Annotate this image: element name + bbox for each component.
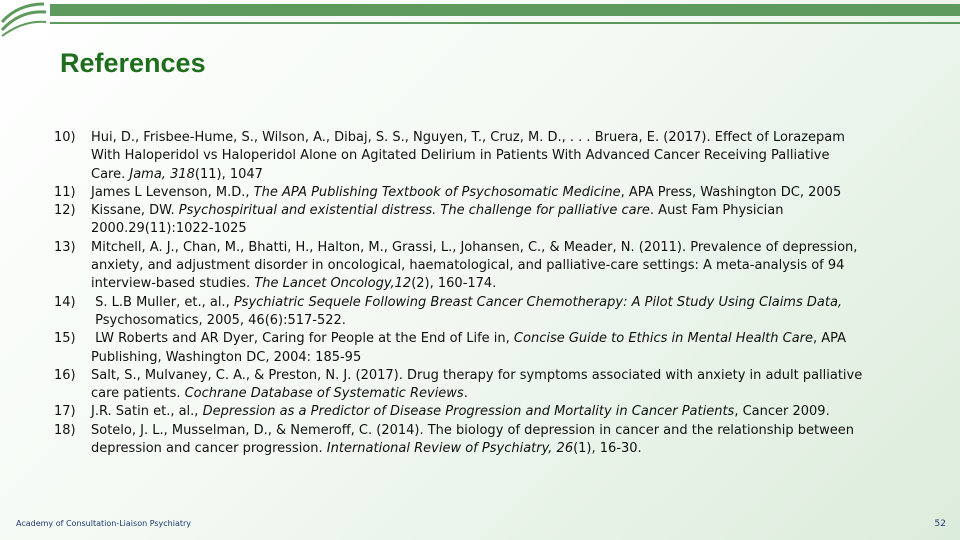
reference-italic-text: The Lancet Oncology,12	[254, 276, 412, 292]
slide-title: References	[60, 48, 206, 78]
reference-line	[91, 403, 934, 421]
reference-line	[91, 349, 934, 367]
reference-text: Kissane, DW.	[91, 203, 179, 219]
reference-item	[54, 422, 934, 459]
header-rule	[50, 22, 960, 24]
reference-number: 13)	[54, 239, 76, 255]
reference-item	[54, 367, 934, 404]
reference-text: Salt, S., Mulvaney, C. A., & Preston, N. J. (2017). Drug therapy for symptoms associated with anxiety in adult palliative	[91, 367, 863, 383]
reference-text: (1), 16-30.	[573, 441, 642, 457]
reference-number: 15)	[54, 331, 76, 347]
reference-text: Care.	[91, 166, 130, 182]
reference-italic-text: Concise Guide to Ethics in Mental Health Care	[513, 331, 814, 347]
reference-italic-text: Depression as a Predictor of Disease Progression and Mortality in Cancer Patients	[202, 404, 735, 420]
reference-line	[91, 220, 934, 238]
reference-text: depression and cancer progression.	[91, 441, 327, 457]
reference-line	[91, 294, 934, 312]
reference-item	[54, 129, 934, 184]
reference-number: 10)	[54, 130, 76, 145]
academy-logo-icon	[0, 0, 48, 38]
reference-item	[54, 184, 934, 202]
reference-text: , APA	[813, 331, 847, 347]
reference-italic-text: The APA Publishing Textbook of Psychosomatic Medicine	[253, 184, 621, 200]
reference-line	[91, 202, 934, 220]
reference-list	[54, 129, 934, 458]
reference-italic-text: International Review of Psychiatry, 26	[326, 441, 574, 457]
reference-line	[91, 440, 934, 458]
reference-text: Sotelo, J. L., Musselman, D., & Nemeroff, C. (2014). The biology of depression in cancer and the relationship between	[91, 422, 854, 438]
reference-line	[91, 422, 934, 440]
reference-text: anxiety, and adjustment disorder in oncological, haematological, and palliative-care settings: A meta-analysis of 94	[91, 258, 845, 274]
reference-text: (11), 1047	[194, 166, 263, 182]
reference-text: James L Levenson, M.D.,	[91, 184, 254, 200]
reference-text: interview-based studies.	[91, 276, 255, 292]
reference-text: 2000.29(11):1022-1025	[91, 221, 247, 237]
reference-text: . Aust Fam Physician	[649, 203, 784, 219]
reference-text: , Cancer 2009.	[734, 404, 830, 420]
reference-item	[54, 330, 934, 367]
reference-text: LW Roberts and AR Dyer, Caring for People at the End of Life in,	[91, 331, 514, 347]
reference-line	[91, 385, 934, 403]
reference-text: (2), 160-174.	[411, 276, 497, 292]
page-number: 52	[934, 519, 946, 529]
reference-italic-text: Psychiatric Sequele Following Breast Cancer Chemotherapy: A Pilot Study Using Claims Data,	[233, 294, 843, 310]
reference-number: 12)	[54, 203, 76, 219]
reference-line	[91, 312, 934, 330]
footer-organization: Academy of Consultation-Liaison Psychiatry	[16, 519, 192, 528]
reference-number: 14)	[54, 294, 76, 310]
reference-number: 11)	[54, 184, 76, 200]
reference-item	[54, 202, 934, 239]
reference-text: J.R. Satin et., al.,	[91, 404, 203, 420]
reference-italic-text: Cochrane Database of Systematic Reviews	[184, 386, 464, 402]
reference-text: care patients.	[91, 386, 185, 402]
reference-italic-text: Psychospiritual and existential distress. The challenge for palliative care	[178, 203, 650, 219]
reference-text: With Haloperidol vs Haloperidol Alone on Agitated Delirium in Patients With Advanced Cancer Receiving Palliative	[91, 148, 830, 164]
reference-line	[91, 330, 934, 348]
reference-line	[91, 147, 934, 165]
reference-number: 17)	[54, 404, 76, 420]
reference-line	[91, 275, 934, 293]
reference-text: Hui, D., Frisbee-Hume, S., Wilson, A., Dibaj, S. S., Nguyen, T., Cruz, M. D., . . . Bruera, E. (2017). Effect of Lorazepam	[91, 130, 845, 145]
reference-text: Mitchell, A. J., Chan, M., Bhatti, H., Halton, M., Grassi, L., Johansen, C., & Meader, N. (2011). Prevalence of depression,	[91, 239, 858, 255]
reference-italic-text: Jama, 318	[129, 166, 195, 182]
reference-item	[54, 239, 934, 294]
reference-line	[91, 239, 934, 257]
reference-text: .	[463, 386, 468, 402]
reference-line	[91, 367, 934, 385]
header-band	[50, 4, 960, 16]
reference-text: S. L.B Muller, et., al.,	[91, 294, 234, 310]
reference-item	[54, 294, 934, 331]
reference-line	[91, 184, 934, 202]
reference-number: 18)	[54, 422, 76, 438]
reference-line	[91, 257, 934, 275]
reference-number: 16)	[54, 367, 76, 383]
reference-item	[54, 403, 934, 421]
reference-line	[91, 166, 934, 184]
reference-text: Publishing, Washington DC, 2004: 185-95	[91, 349, 362, 365]
reference-text: , APA Press, Washington DC, 2005	[620, 184, 842, 200]
reference-text: Psychosomatics, 2005, 46(6):517-522.	[91, 312, 346, 328]
reference-line	[91, 129, 934, 147]
